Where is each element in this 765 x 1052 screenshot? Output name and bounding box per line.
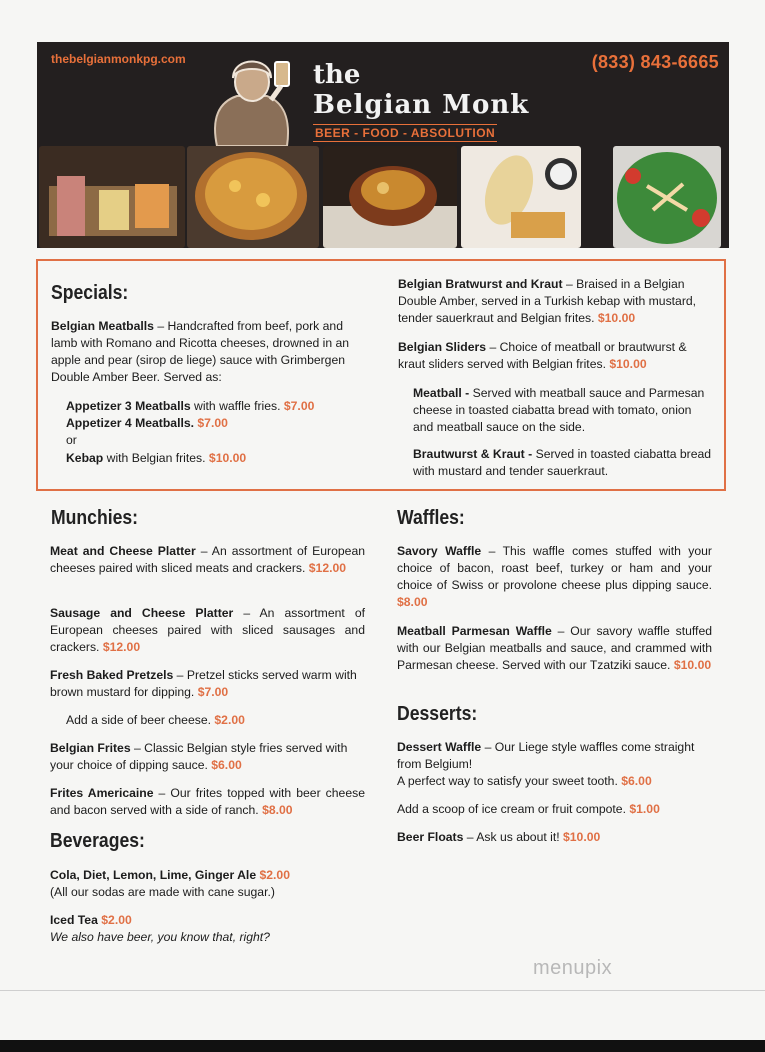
item-desc: Add a scoop of ice cream or fruit compote. [397,802,630,816]
tagline: BEER - FOOD - ABSOLUTION [315,126,496,140]
item-price: $10.00 [562,830,601,844]
scan-edge [0,1040,765,1052]
munchie-item [50,543,365,577]
option-name: Meatball - [413,386,470,400]
item-desc: – Our savory waffle stuffed with our Belgian meatballs and sauce, and crammed with Parmesan cheese. Served with our Tzatziki sauce. [397,624,712,672]
dessert-addon [397,801,717,818]
item-price: $10.00 [673,658,712,672]
item-name: Meatball Parmesan Waffle [397,624,552,638]
item-name: Belgian Sliders [398,340,487,354]
option-desc: Served with meatball sauce and Parmesan cheese in toasted ciabatta bread with tomato, onion and meatball sauce on the side. [413,386,705,434]
item-name: Sausage and Cheese Platter [50,606,234,620]
item-price: $10.00 [597,311,636,325]
item-name: Cola, Diet, Lemon, Lime, Ginger Ale [50,868,257,882]
item-price: $12.00 [102,640,141,654]
munchie-item [50,785,365,819]
specials-heading: Specials: [51,282,129,304]
menupix-watermark: menupix [533,957,613,979]
item-desc: – Our Liege style waffles come straight from Belgium! [397,740,695,771]
item-price: $8.00 [397,595,428,609]
slider-meatball [413,385,713,436]
item-name: Dessert Waffle [397,740,482,754]
photo-casserole [187,146,319,248]
soda-note: (All our sodas are made with cane sugar.) [50,885,275,899]
item-name: Frites Americaine [50,786,154,800]
item-name: Belgian Bratwurst and Kraut [398,277,563,291]
item-price: $7.00 [197,685,229,699]
special-belgian-meatballs [51,318,367,386]
special-option-4-meatballs [66,415,366,432]
munchie-item [50,605,365,656]
item-name: Iced Tea [50,913,98,927]
option-desc: Served in toasted ciabatta bread with mustard and tender sauerkraut. [413,447,712,478]
logo-the: the [313,60,361,90]
item-price: $12.00 [308,561,347,575]
desserts-heading: Desserts: [397,703,478,725]
option-name: Kebap [66,451,104,465]
website-link[interactable]: thebelgianmonkpg.com [51,52,186,66]
item-price: $6.00 [211,758,242,772]
munchies-heading: Munchies: [51,507,139,529]
item-price: $6.00 [621,774,652,788]
beverages-heading: Beverages: [50,830,145,852]
dessert-beer-floats [397,829,717,846]
item-desc: – An assortment of European cheeses paired with sliced sausages and crackers. [50,606,365,654]
item-name: Beer Floats [397,830,464,844]
item-price: $10.00 [208,451,247,465]
dessert-waffle [397,739,707,773]
munchie-item [50,740,368,774]
dessert-waffle-line2 [397,773,717,790]
waffle-item [397,543,712,611]
special-bratwurst [398,276,714,327]
option-name: Appetizer 4 Meatballs. [66,416,195,430]
item-desc: – Pretzel sticks served warm with brown mustard for dipping. [50,668,357,699]
option-desc: with waffle fries. [190,399,284,413]
item-desc: – Our frites topped with beer cheese and bacon served with a side of ranch. [50,786,365,817]
slider-brautwurst [413,446,713,480]
item-price: $10.00 [609,357,647,371]
special-option-kebap [66,450,366,467]
item-price: $2.00 [97,913,132,927]
item-desc: – Classic Belgian style fries served with your choice of dipping sauce. [50,741,348,772]
item-price: $7.00 [194,416,228,430]
header-banner [37,42,729,248]
page-divider [0,990,765,991]
photo-fries [461,146,581,248]
item-desc: – Handcrafted from beef, pork and lamb with Romano and Ricotta cheeses, drowned in an apple and pear (sirop de liege) sauce with Grimbergen Double Amber Beer. Served as: [51,319,350,384]
beverage-sodas [50,867,370,884]
item-desc: – This waffle comes stuffed with your choice of bacon, roast beef, turkey or ham and your choice of Swiss or provolone cheese plus dipping sauce. [397,544,712,592]
munchie-addon [66,712,366,729]
item-desc: – Ask us about it! [463,830,563,844]
special-or: or [66,433,77,447]
item-name: Savory Waffle [397,544,482,558]
item-desc: – Choice of meatball or brautwurst & kraut sliders served with Belgian frites. [398,340,687,371]
item-price: $2.00 [256,868,290,882]
option-name: Appetizer 3 Meatballs [66,399,191,413]
item-price: $1.00 [629,802,660,816]
waffles-heading: Waffles: [397,507,465,529]
photo-meatballs [323,146,457,248]
item-desc: – An assortment of European cheeses paired with sliced meats and crackers. [50,544,366,575]
option-desc: with Belgian frites. [103,451,209,465]
item-desc: – Braised in a Belgian Double Amber, served in a Turkish kebap with mustard, tender sauerkraut and Belgian frites. [398,277,697,325]
photo-salad [613,146,721,248]
item-price: $2.00 [214,713,245,727]
item-name: Belgian Frites [50,741,131,755]
item-price: $7.00 [283,399,315,413]
phone-number[interactable]: (833) 843-6665 [591,52,719,72]
item-price: $8.00 [262,803,293,817]
item-name: Meat and Cheese Platter [50,544,196,558]
special-sliders [398,339,714,373]
logo-name: Belgian Monk [313,90,530,120]
waffle-item [397,623,712,674]
food-photos [37,146,729,248]
monk-logo-icon [197,48,305,148]
beer-note: We also have beer, you know that, right? [50,930,270,944]
item-name: Fresh Baked Pretzels [50,668,174,682]
munchie-item [50,667,368,701]
photo-platter [39,146,185,248]
item-desc: A perfect way to satisfy your sweet tooth. [397,774,622,788]
item-desc: Add a side of beer cheese. [66,713,215,727]
option-name: Brautwurst & Kraut - [413,447,533,461]
item-name: Belgian Meatballs [51,319,154,333]
special-option-3-meatballs [66,398,366,415]
beverage-iced-tea [50,912,370,929]
